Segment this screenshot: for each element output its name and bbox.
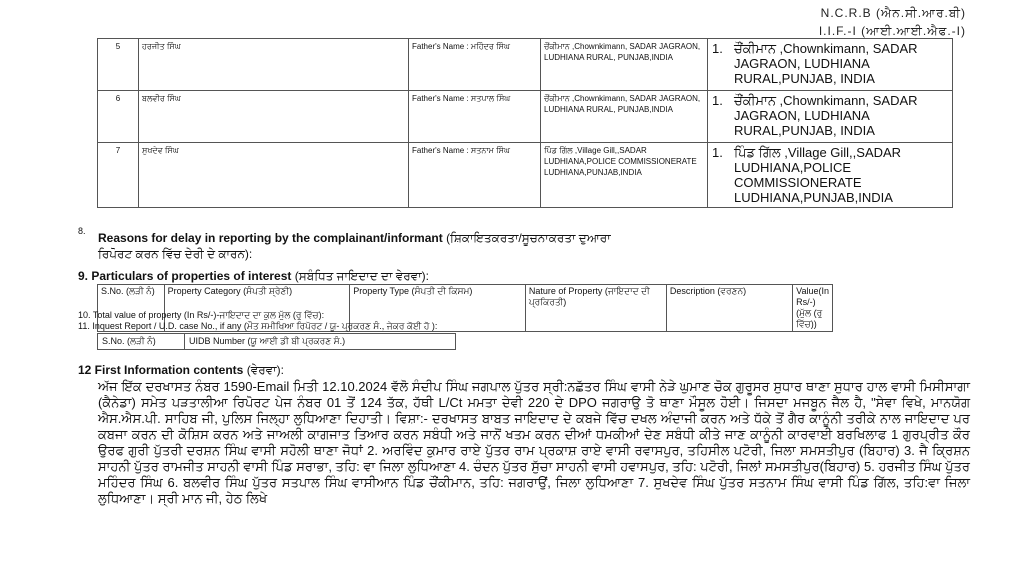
table-header-row [98,334,456,350]
accused-name: ਬਲਵੀਰ ਸਿੰਘ [139,91,409,143]
address-cell [708,91,953,143]
address-number: 1. [712,41,723,56]
address-small: ਪਿੰਡ ਗਿੱਲ ,Village Gill,,SADAR LUDHIANA,POLICE COMMISSIONERATE LUDHIANA,PUNJAB,INDIA [541,143,708,208]
section-10-title: 10. Total value of property (In Rs/-)-ਜਾਇਦਾਦ ਦਾ ਕੁਲ ਮੁੱਲ (ਰੁ ਵਿੱਚ): [78,310,325,320]
section-8-title-en: Reasons for delay in reporting by the complainant/informant [98,231,443,245]
address-large: ਪਿੰਡ ਗਿੱਲ ,Village Gill,,SADAR LUDHIANA,POLICE COMMISSIONERATE LUDHIANA,PUNJAB,INDIA [734,145,902,205]
table-row [98,39,953,91]
row-number: 6 [98,91,139,143]
father-name: Father's Name : ਸਤਪਾਲ ਸਿੰਘ [409,91,541,143]
father-name: Father's Name : ਸਤਨਾਮ ਸਿੰਘ [409,143,541,208]
column-header: S.No. (ਲੜੀ ਨੰ) [98,285,165,332]
address-number: 1. [712,145,723,160]
column-header: Property Category (ਸੰਪਤੀ ਸ਼੍ਰੇਣੀ) [164,285,350,332]
section-12-title-pa: (ਵੇਰਵਾ): [246,363,284,377]
inquest-table [97,333,456,350]
section-8-title-pa: (ਸ਼ਿਕਾਇਤਕਰਤਾ/ਸੂਚਨਾਕਰਤਾ ਦੁਆਰਾ [446,231,611,245]
address-cell [708,39,953,91]
column-header: Value(In Rs/-) (ਮੁੱਲ (ਰੁ ਵਿੱਚ)) [793,285,833,332]
section-8-number: 8. [78,226,86,236]
section-9-title [78,269,429,284]
section-12-title [78,363,284,378]
address-cell [708,143,953,208]
section-8-subtitle: ਰਿਪੋਰਟ ਕਰਨ ਵਿੱਚ ਦੇਰੀ ਦੇ ਕਾਰਨ): [98,247,253,261]
address-large: ਚੌਂਕੀਮਾਨ ,Chownkimann, SADAR JAGRAON, LUDHIANA RURAL,PUNJAB, INDIA [734,93,918,138]
column-header: Description (ਵਰਣਨ) [666,285,792,332]
address-small: ਚੌਂਕੀਮਾਨ ,Chownkimann, SADAR JAGRAON, LUDHIANA RURAL, PUNJAB,INDIA [541,91,708,143]
section-12-title-en: 12 First Information contents [78,363,244,377]
fir-body-text: ਅੱਜ ਇੱਕ ਦਰਖਾਸਤ ਨੰਬਰ 1590-Email ਮਿਤੀ 12.10.2024 ਵੱਲੋ ਸੰਦੀਪ ਸਿੰਘ ਜਗਪਾਲ ਪੁੱਤਰ ਸ੍ਰੀ:ਨਛੱਤਰ ਸਿੰਘ ਵਾਸੀ ਨੇੜੇ ਘੁਮਾਣ ਚੋਕ ਗੁਰੂਸਰ ਸੁਧਾਰ ਥਾਣਾ ਸੁਧਾਰ ਹਾਲ ਵਾਸੀ ਮਿਸੀਸਾਗਾ (ਕੈਨੇਡਾ) ਸਮੇਤ ਪੜਤਾਲੀਆ ਰਿਪੋਰਟ ਪੇਜ ਨੰਬਰ 01 ਤੋਂ 124 ਤੱਕ, ਹੱਥੀ L/Ct ਮਮਤਾ ਦੇਵੀ 220 ਦੇ DPO ਜਗਰਾਉ ਤੋ ਥਾਣਾ ਮੌਸੂਲ ਹੋਈ। ਜਿਸਦਾ ਮਜਬੂਨ ਜੈਲ ਹੈ, "ਸੇਵਾ ਵਿਖੇ, ਮਾਨਯੋਗ ਐਸ.ਐਸ.ਪੀ. ਸਾਹਿਬ ਜੀ, ਪੁਲਿਸ ਜਿਲ੍ਹਾ ਲੁਧਿਆਣਾ ਦਿਹਾਤੀ। ਵਿਸ਼ਾ:- ਦਰਖਾਸਤ ਬਾਬਤ ਜਾਇਦਾਦ ਦੇ ਕਬਜੇ ਵਿੱਚ ਦਖਲ ਅੰਦਾਜੀ ਕਰਨ ਅਤੇ ਧੱਕੇ ਤੋਂ ਗੈਰ ਕਾਨੂੰਨੀ ਤਰੀਕੇ ਨਾਲ ਜਾਇਦਾਦ ਪਰ ਕਬਜਾ ਕਰਨ ਦੀ ਕੋਸ਼ਿਸ ਕਰਨ ਅਤੇ ਜਾਅਲੀ ਕਾਗਜਾਤ ਤਿਆਰ ਕਰਨ ਸਬੰਧੀ ਅਤੇ ਜਾਨੋਂ ਖਤਮ ਕਰਨ ਦੀਆਂ ਧਮਕੀਆਂ ਦੇਣ ਸਬੰਧੀ ਕੀਤੇ ਜਾਣ ਕਾਨੂੰਨੀ ਕਾਰਵਾਈ ਬਰਖਿਲਾਫ 1 ਗੁਰਪ੍ਰੀਤ ਕੌਰ ਉਰਫ ਗੁਰੀ ਪੁੱਤਰੀ ਦਰਸ਼ਨ ਸਿੰਘ ਵਾਸੀ ਸਹੋਲੀ ਥਾਣਾ ਜੋਧਾਂ 2. ਅਰਵਿੰਦ ਕੁਮਾਰ ਰਾਏ ਪੁੱਤਰ ਰਾਮ ਪ੍ਰਕਾਸ਼ ਰਾਏ ਵਾਸੀ ਰਵਾਸਪੁਰ, ਤਹਿਸੀਲ ਪਟੋਰੀ, ਜਿਲਾ ਸਮਸਤੀਪੁਰ (ਬਿਹਾਰ) 3. ਜੈ ਕ੍ਰਿਸ਼ਨ ਸਾਹਨੀ ਪੁੱਤਰ ਰਾਮਜੀਤ ਸਾਹਨੀ ਵਾਸੀ ਪਿੰਡ ਸਰਾਭਾ, ਤਹਿ: ਵਾ ਜਿਲਾ ਲੁਧਿਆਣਾ 4. ਚੰਦਨ ਪੁੱਤਰ ਸੁੱਚਾ ਸਾਹਨੀ ਵਾਸੀ ਹਵਾਸਪੁਰ, ਤਹਿ: ਪਟੋਰੀ, ਜਿਲਾਂ ਸਮਸਤੀਪੁਰ(ਬਿਹਾਰ) 5. ਹਰਜੀਤ ਸਿੰਘ ਪੁੱਤਰ ਮਹਿੰਦਰ ਸਿੰਘ 6. ਬਲਵੀਰ ਸਿੰਘ ਪੁੱਤਰ ਸਤਪਾਲ ਸਿੰਘ ਵਾਸੀਆਨ ਪਿੰਡ ਚੌਂਕੀਮਾਨ, ਤਹਿ: ਜਗਰਾਉਂ, ਜਿਲਾ ਲੁਧਿਆਣਾ 7. ਸੁਖਦੇਵ ਸਿੰਘ ਪੁੱਤਰ ਸਤਨਾਮ ਸਿੰਘ ਵਾਸੀ ਪਿੰਡ ਗਿੱਲ, ਤਹਿ:ਵਾ ਜਿਲਾ ਲੁਧਿਆਣਾ। ਸ੍ਰੀ ਮਾਨ ਜੀ, ਹੇਠ ਲਿਖੇ [98,379,970,506]
address-small: ਚੌਂਕੀਮਾਨ ,Chownkimann, SADAR JAGRAON, LUDHIANA RURAL, PUNJAB,INDIA [541,39,708,91]
row-number: 7 [98,143,139,208]
section-8-title [98,231,611,246]
accused-name: ਸੁਖਦੇਵ ਸਿੰਘ [139,143,409,208]
section-11-title: 11. Inquest Report / U.D. case No., if any (ਮੌਤ ਸਮੀਖਿਆ ਰਿਪੋਰਟ / ਯੂ- ਪ੍ਰਕਰਣ ਸੰ., ਜੇਕਰ ਕੋਈ ਹੋ ): [78,321,438,331]
accused-name: ਹਰਜੀਤ ਸਿੰਘ [139,39,409,91]
column-header: S.No. (ਲੜੀ ਨੰ) [98,334,185,350]
fir-contents [98,379,970,507]
table-row [98,91,953,143]
address-large: ਚੌਂਕੀਮਾਨ ,Chownkimann, SADAR JAGRAON, LUDHIANA RURAL,PUNJAB, INDIA [734,41,918,86]
father-name: Father's Name : ਮਹਿੰਦਰ ਸਿੰਘ [409,39,541,91]
row-number: 5 [98,39,139,91]
section-9-title-pa: (ਸਬੰਧਿਤ ਜਾਇਦਾਦ ਦਾ ਵੇਰਵਾ): [294,269,429,283]
table-row [98,143,953,208]
section-9-title-en: 9. Particulars of properties of interest [78,269,292,283]
address-number: 1. [712,93,723,108]
header-ncrb: N.C.R.B (ਐਨ.ਸੀ.ਆਰ.ਬੀ) [820,6,966,20]
accused-table [97,38,953,208]
header-iif: I.I.F.-I (ਆਈ.ਆਈ.ਐਫ.-I) [818,24,966,38]
column-header: Nature of Property (ਜਾਇਦਾਦ ਦੀ ਪ੍ਰਕਿਰਤੀ) [525,285,666,332]
column-header: UIDB Number (ਯੂ ਆਈ ਡੀ ਬੀ ਪ੍ਰਕਰਣ ਸੰ.) [185,334,456,350]
column-header: Property Type (ਸੰਪਤੀ ਦੀ ਕਿਸਮ) [350,285,526,332]
